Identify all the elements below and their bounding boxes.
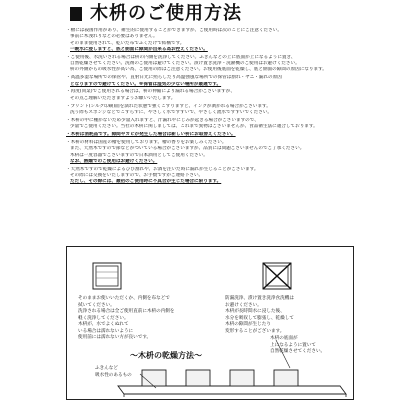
panel-left-line: 拭いてください。: [78, 302, 115, 308]
usage-note-line: ・檜には殺菌作用があり、衛生的に使用することができますが、ご使用時は次のことにご注意ください。: [66, 28, 282, 33]
usage-note: [66, 140, 356, 165]
panel-right-line: お避けください。: [225, 302, 262, 308]
usage-note-line: 自然乾燥させてください。洗剤のご使用は避けてください。漬け置き洗浄・洗濯機のご使用はお避けください。: [70, 61, 300, 67]
panel-left-line: そのままお使いいただくか、内側を布などで: [78, 296, 170, 301]
usage-notes: [66, 28, 356, 187]
usage-note-line: その点ご理解いただきますようお願いいたします。: [70, 95, 176, 101]
drying-right-label-line: 自然乾燥させてください。: [270, 349, 326, 354]
panel-left-line: 使用前には濡れない方が良いです。: [78, 335, 152, 340]
usage-note: [66, 89, 356, 102]
usage-note-line: 一晩水に浸しますと、底と側面に隙間が出来る為お控えください。: [70, 46, 208, 52]
usage-note: [66, 55, 356, 74]
drying-left-label-line: 吸水性のあるもの: [95, 372, 132, 378]
title-bullet: [70, 7, 82, 21]
title-row: [70, 4, 242, 24]
drying-right-label-line: 木枡の底面が: [270, 336, 298, 341]
usage-note-line: ・再度(同業)でご使用される場合は、枡の伸縮により漏れる場合がございますが、: [66, 89, 235, 95]
usage-note: [66, 132, 356, 138]
usage-note: [66, 75, 356, 88]
usage-note-line: ・ご使用後、水洗いされる場合は枡の内側を洗浄してください。ふきんなどの上に底面が上になるように置き、: [66, 54, 296, 60]
masu-illustration-ok: [92, 262, 122, 290]
panel-right-text: [225, 296, 355, 335]
drying-left-label: [95, 366, 132, 379]
panel-left-line: 木枡が、水でよくぬれて: [78, 322, 129, 327]
usage-note-line: そのまま使用されて、乾いた布でふくだけで結構です。: [70, 40, 185, 46]
usage-note-line: 洗う際もスポンジなどでこすらずに、やさしく水ですすいで、やさしく流水ですすいでください。: [70, 109, 273, 115]
usage-note: [66, 28, 356, 53]
drying-left-label-line: ふきんなど: [95, 366, 118, 371]
panel-left-text: [78, 296, 208, 342]
panel-right-line: 木枡が長時間水に浸した後、: [225, 309, 285, 314]
usage-note-line: 少量でご使用ください。当社の木枡に関しましては、これまで異物はございませんが、食品衛生法に適合しております。: [70, 124, 318, 130]
page-title: 木枡のご使用方法: [90, 3, 242, 24]
usage-note-line: ・木枡の中に棚がないため少量入れますと、汁漏れやにじみが起きる場合がございますので、: [66, 117, 259, 123]
usage-note-line: 枡の外側からの吸水性が高い為、ご使用の際はご注意ください。お使用後底面を乾燥し、底と側面の隙間の原因になります。: [70, 67, 327, 73]
drying-illustration: [110, 360, 350, 400]
panel-right-line: 変形することがございます。: [225, 328, 285, 334]
usage-note-line: ・プリント(シルク印刷)面を濡れた状態で強くこすりますと、インクが剥がれる場合がございます。: [66, 103, 271, 109]
drying-title: 〜木枡の乾燥方法〜: [130, 351, 202, 360]
panel-left-line: いる場合は濡れないように: [78, 328, 134, 334]
usage-note-line: ・高温多湿な場所での保管や、直射日光に照らしたり高温強風な場所での保管は割れ・ヤニ・漏れの原因: [66, 75, 282, 81]
panel-right-line: 防漏洗浄、漬け置き洗浄食洗機は: [225, 296, 294, 301]
usage-note-line: なお、熱燗でのご使用はお避けください。: [70, 158, 158, 164]
usage-note-line: 木枡は一度容器でございますので日本酒用としてご使用ください。: [70, 152, 208, 158]
panel-right-line: 木枡の隙間が生じたり: [225, 322, 271, 327]
usage-note-line: 事前に木洩れりなどの必要はありません。: [70, 34, 158, 40]
usage-note-line: ・木枡の材料は国産の檜を使用しております。檜の香りをお楽しみください。: [66, 139, 227, 145]
panel-right-line: 水分を吸収して膨張し、乾燥して: [225, 315, 294, 321]
panel-left-line: 洗浄される場合は全ご使用直前に木枡の内側を: [78, 309, 175, 314]
usage-note: [66, 167, 356, 186]
usage-note-line: ・天然木ですので乾燥によるひび割れや、お酒を注いだ時に漏れが生じることがございます。: [66, 166, 259, 172]
usage-note-line: ・木枡は消耗品です。隙間やカビが発生した場合は新しい枡にお取替えください。: [66, 132, 236, 138]
usage-note-line: ただし、その際には、最初のご使用時に不具合が生じた場合に限ります。: [70, 179, 222, 185]
usage-note: [66, 118, 356, 131]
panel-left-line: 軽く洗浄してください。: [78, 315, 129, 321]
usage-note: [66, 104, 356, 117]
usage-note-line: また、天然木ですので節などがついている場合がございますが、品質には問題ございませんのでご了承ください。: [70, 146, 305, 152]
drying-right-label: [270, 336, 325, 356]
usage-note-line: その際には交換をいたしますので、お手数ですがご連絡下さい。: [70, 172, 204, 178]
drying-right-label-line: 上になるように置いて: [270, 342, 316, 348]
usage-note-line: となりますので避けてください。※保管は湿気の少ない場所が最適です。: [70, 81, 222, 87]
masu-illustration-ng: [262, 262, 292, 290]
